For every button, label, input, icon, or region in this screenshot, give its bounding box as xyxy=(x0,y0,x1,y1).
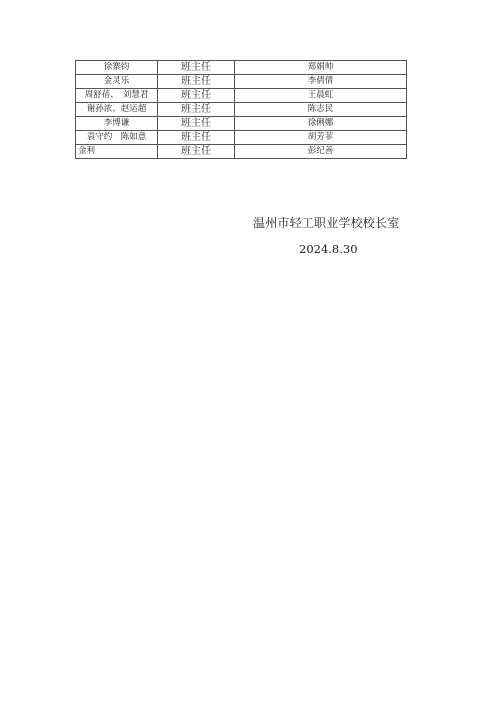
assignment-table-body xyxy=(76,61,407,159)
student-names-cell: 周舒蓓、 刘慧君 xyxy=(76,89,158,103)
student-names-cell: 金利 xyxy=(76,145,158,159)
table-row xyxy=(76,145,407,159)
issuer-signature: 温州市轻工职业学校校长室 xyxy=(253,216,400,230)
role-cell: 班主任 xyxy=(158,117,235,131)
table-row xyxy=(76,61,407,75)
table-row xyxy=(76,117,407,131)
table-row xyxy=(76,131,407,145)
student-names-cell: 徐寨钧 xyxy=(76,61,158,75)
role-cell: 班主任 xyxy=(158,89,235,103)
role-cell: 班主任 xyxy=(158,131,235,145)
student-names-cell: 谢孙浓、赵运超 xyxy=(76,103,158,117)
student-names-cell: 金灵乐 xyxy=(76,75,158,89)
assignment-table xyxy=(75,60,407,159)
table-row xyxy=(76,103,407,117)
role-cell: 班主任 xyxy=(158,75,235,89)
teacher-cell: 郑娟帅 xyxy=(235,61,407,75)
student-names-cell: 李博谦 xyxy=(76,117,158,131)
role-cell: 班主任 xyxy=(158,103,235,117)
teacher-cell: 胡芳菲 xyxy=(235,131,407,145)
table-row xyxy=(76,75,407,89)
role-cell: 班主任 xyxy=(158,61,235,75)
teacher-cell: 徐俐娜 xyxy=(235,117,407,131)
student-names-cell: 袁守约 陈如意 xyxy=(76,131,158,145)
teacher-cell: 彭纪善 xyxy=(235,145,407,159)
table-row xyxy=(76,89,407,103)
teacher-cell: 陈志民 xyxy=(235,103,407,117)
role-cell: 班主任 xyxy=(158,145,235,159)
issue-date: 2024.8.30 xyxy=(299,242,358,256)
teacher-cell: 李倩倩 xyxy=(235,75,407,89)
teacher-cell: 王晨虹 xyxy=(235,89,407,103)
